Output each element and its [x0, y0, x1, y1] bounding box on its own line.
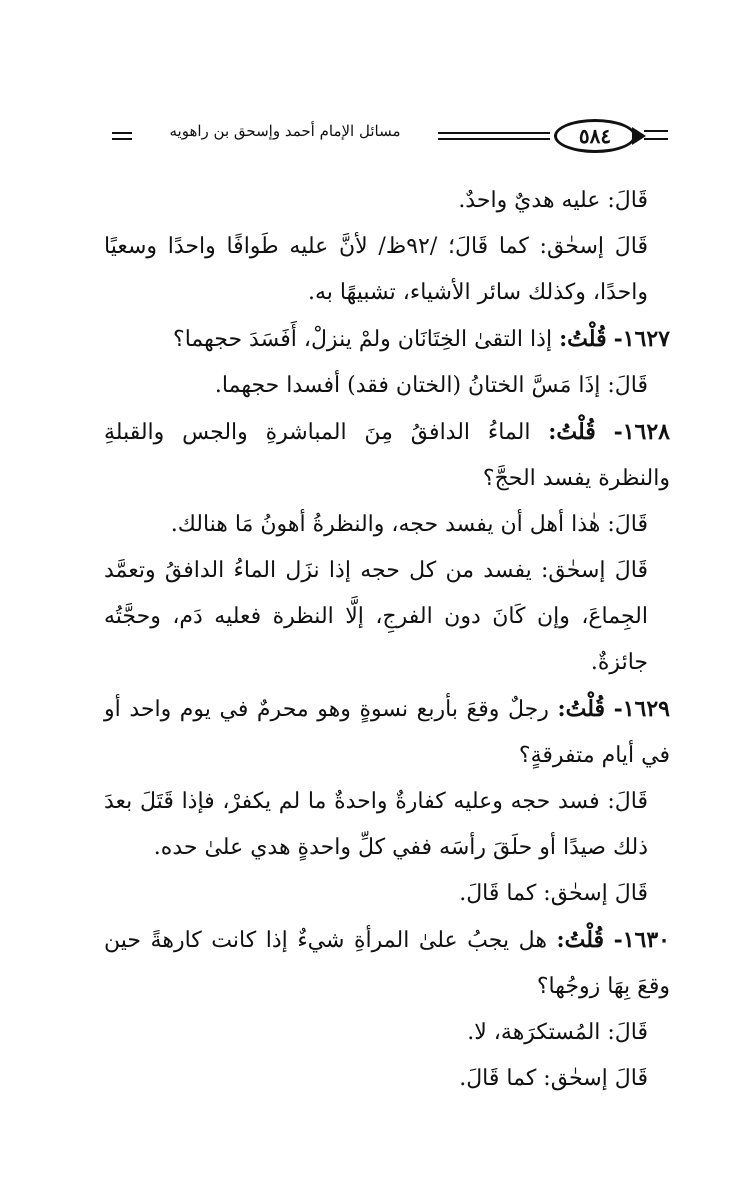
answer-text: قَالَ إسحٰق: كما قَالَ. — [459, 1066, 648, 1091]
header-ornament-right — [644, 130, 668, 140]
answer-text: قَالَ: إذَا مَسَّ الختانُ (الختان فقد) أفسدا حجهما. — [214, 373, 648, 398]
page-number-badge — [554, 119, 636, 153]
answer-paragraph — [104, 224, 670, 316]
header-rule — [438, 132, 550, 140]
answer-paragraph — [104, 1056, 670, 1102]
answer-text: قَالَ إسحٰق: كما قَالَ؛ /٩٢ظ/ لأنَّ عليه طَوافًا واحدًا وسعيًا واحدًا، وكذلك سائر الأشياء، تشبيهًا به. — [104, 234, 648, 305]
answer-paragraph — [104, 502, 670, 548]
answer-text: قَالَ إسحٰق: يفسد من كل حجه إذا نزَل الماءُ الدافقُ وتعمَّد الجِماعَ، وإن كَانَ دون الفرجِ، إلَّا النظرة فعليه دَم، وحجَّتُه جائزةٌ. — [104, 558, 648, 675]
page-body — [104, 178, 670, 1102]
answer-text: قَالَ: المُستكرَهة، لا. — [467, 1020, 648, 1045]
answer-paragraph — [104, 363, 670, 409]
answer-text: قَالَ إسحٰق: كما قَالَ. — [459, 881, 648, 906]
question-paragraph — [104, 409, 670, 502]
question-number: ١٦٢٧- — [613, 326, 670, 352]
question-number: ١٦٣٠- — [613, 927, 670, 953]
question-number: ١٦٢٩- — [613, 696, 670, 722]
question-marker: قُلْتُ: — [548, 419, 596, 445]
question-text: رجلٌ وقعَ بأربع نسوةٍ وهو محرمٌ في يوم واحد أو في أيام متفرقةٍ؟ — [104, 697, 670, 768]
page-number: ٥٨٤ — [578, 124, 612, 148]
answer-text: قَالَ: عليه هديٌ واحدٌ. — [458, 188, 648, 213]
answer-paragraph — [104, 871, 670, 917]
answer-paragraph — [104, 178, 670, 224]
question-paragraph — [104, 686, 670, 779]
question-marker: قُلْتُ: — [557, 696, 605, 722]
answer-paragraph — [104, 779, 670, 871]
header-ornament-left — [112, 132, 132, 140]
question-text: الماءُ الدافقُ مِنَ المباشرةِ والجس والقبلةِ والنظرة يفسد الحجَّ؟ — [104, 420, 670, 491]
question-paragraph — [104, 316, 670, 363]
running-title: مسائل الإمام أحمد وإسحق بن راهويه — [169, 122, 401, 140]
question-paragraph — [104, 917, 670, 1010]
question-marker: قُلْتُ: — [559, 326, 607, 352]
page-header — [108, 118, 668, 158]
answer-text: قَالَ: فسد حجه وعليه كفارةٌ واحدةٌ ما لم يكفرْ، فإذا قَتَلَ بعدَ ذلك صيدًا أو حلَقَ رأسَه ففي كلِّ واحدةٍ هدي علىٰ حده. — [104, 789, 648, 860]
question-text: هل يجبُ علىٰ المرأةِ شيءٌ إذا كانت كارهةً حين وقعَ بِهَا زوجُها؟ — [104, 928, 670, 999]
answer-text: قَالَ: هٰذا أهل أن يفسد حجه، والنظرةُ أهونُ مَا هنالك. — [170, 512, 648, 537]
question-marker: قُلْتُ: — [556, 927, 605, 953]
answer-paragraph — [104, 548, 670, 686]
question-text: إذا التقىٰ الخِتَانَان ولمْ ينزلْ، أَفَسَدَ حجهما؟ — [173, 327, 553, 352]
question-number: ١٦٢٨- — [613, 419, 670, 445]
answer-paragraph — [104, 1010, 670, 1056]
